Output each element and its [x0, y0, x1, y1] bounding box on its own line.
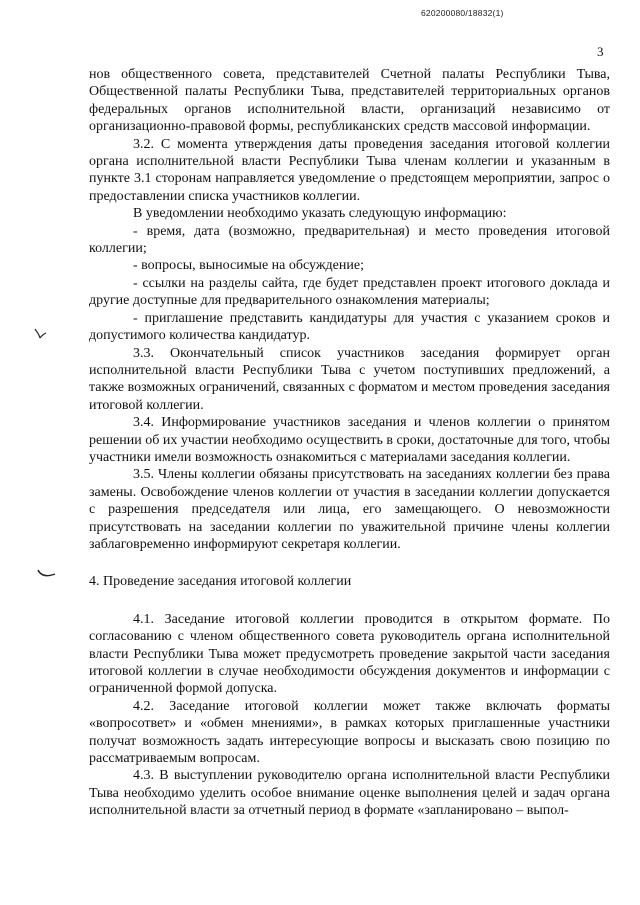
- paragraph-3-4: 3.4. Информирование участников заседания и членов коллегии о принятом решении об их участии необходимо осуществить в сроки, достаточные для того, чтобы участники имели возможность ознакомиться с материалами заседания коллегии.: [89, 415, 610, 465]
- paragraph-4-3: 4.3. В выступлении руководителю органа исполнительной власти Республики Тыва необходимо уделить особое внимание оценке выполнения целей и задач органа исполнительной власти за отчетный период в формате «запланировано – выпол-: [89, 768, 610, 819]
- section-heading: 4. Проведение заседания итоговой коллегии: [89, 574, 352, 590]
- paragraph-3-3: 3.3. Окончательный список участников заседания формирует орган исполнительной власти Республики Тыва с учетом поступивших предложений, а также возможных ограничений, связанных с форматом и местом проведения заседания итоговой коллегии.: [89, 345, 610, 413]
- paragraph-3-2: 3.2. С момента утверждения даты проведения заседания итоговой коллегии органа исполнительной власти Республики Тыва членам коллегии и указанным в пункте 3.1 сторонам направляется уведомление о предстоящем мероприятии, запрос о предоставлении списка участников коллегии.: [89, 136, 610, 204]
- margin-check-mark-2: [37, 568, 57, 580]
- document-id: 620200080/18832(1): [421, 8, 504, 18]
- paragraph-continuation: нов общественного совета, представителей Счетной палаты Республики Тыва, Общественной палаты Республики Тыва, представителей территориальных органов федеральных органов исполнительной власти, организаций независимо от организационно-правовой формы, республиканских средств массовой информации.: [89, 67, 610, 135]
- page-number: 3: [597, 44, 604, 59]
- paragraph-3-5: 3.5. Члены коллегии обязаны присутствовать на заседаниях коллегии без права замены. Освобождение членов коллегии от участия в заседании коллегии допускается с разрешения председателя или лица, его замещающего. О невозможности присутствовать на заседании коллегии по уважительной причине члены коллегии заблаговременно информируют секретаря коллегии.: [89, 467, 610, 552]
- paragraph-notification-intro: В уведомлении необходимо указать следующую информацию:: [133, 206, 507, 222]
- list-item-site-links: - ссылки на разделы сайта, где будет представлен проект итогового доклада и другие доступные для предварительного ознакомления материалы;: [89, 275, 610, 309]
- list-item-invitation: - приглашение представить кандидатуры для участия с указанием сроков и допустимого количества кандидатур.: [89, 310, 610, 344]
- list-item-questions: - вопросы, выносимые на обсуждение;: [133, 258, 364, 274]
- paragraph-4-2: 4.2. Заседание итоговой коллегии может также включать форматы «вопросответ» и «обмен мнениями», в рамках которых приглашенные участники получат возможность задать интересующие вопросы и высказать свою позицию по рассматриваемым вопросам.: [89, 698, 610, 767]
- document-body: [89, 66, 610, 820]
- margin-check-mark-1: [33, 326, 49, 342]
- list-item-time-date: - время, дата (возможно, предварительная) и место проведения итоговой коллегии;: [89, 223, 610, 257]
- paragraph-4-1: 4.1. Заседание итоговой коллегии проводится в открытом формате. По согласованию с членом общественного совета руководитель органа исполнительной власти Республики Тыва может предусмотреть проведение закрытой части заседания итоговой коллегии в случае необходимости обсуждения документов и информации с ограниченной формой допуска.: [89, 611, 610, 697]
